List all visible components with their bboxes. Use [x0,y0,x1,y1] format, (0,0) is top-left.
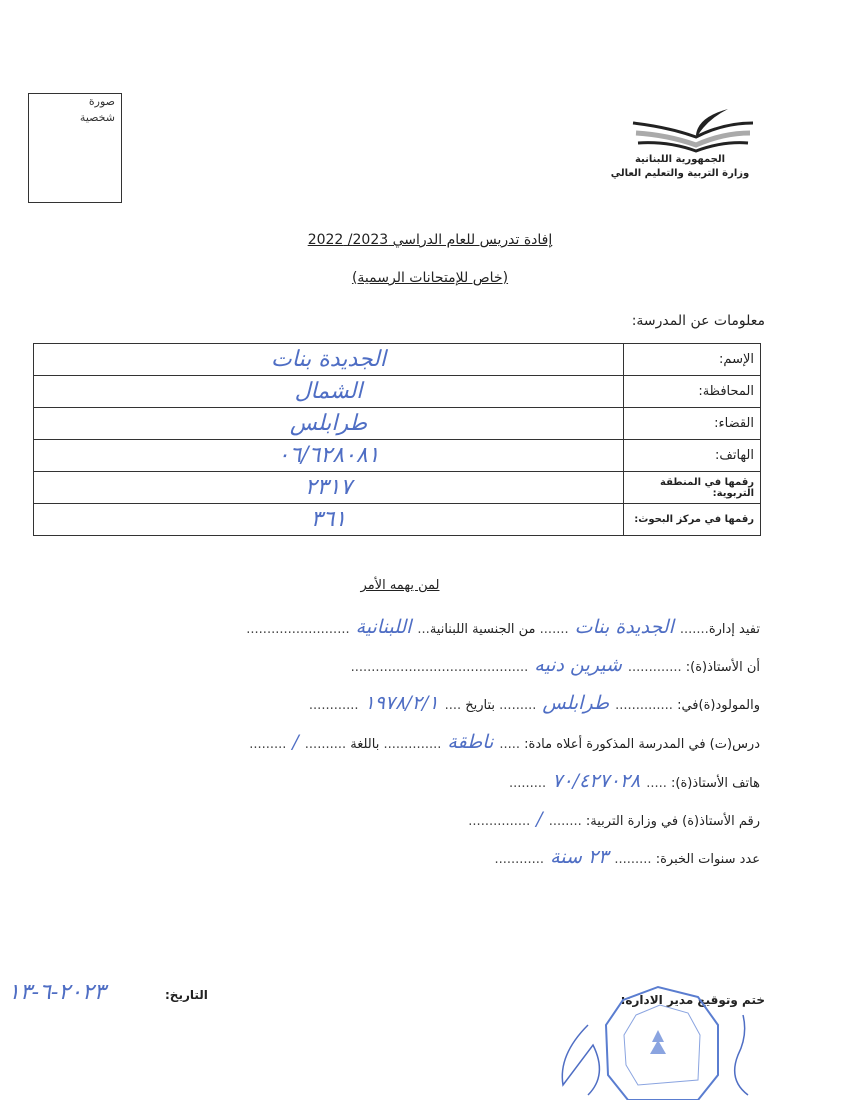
label: عدد سنوات الخبرة: [655,852,760,867]
teacher-value: شيرين دنيه [534,654,622,676]
ministry-header [600,153,760,181]
ministry-number-value: / [536,808,543,830]
line-experience: عدد سنوات الخبرة: .........٢٣ سنة............ [494,846,760,868]
language-value: / [292,731,299,753]
row-value: ٢٣١٧ [34,472,624,504]
nationality-value: اللبنانية [355,616,412,638]
table-row [34,504,761,536]
table-row [34,472,761,504]
photo-label-2: شخصية [79,111,115,124]
label: من الجنسية اللبنانية [429,622,536,637]
label: باللغة [350,737,380,752]
photo-label-1: صورة [88,95,115,108]
label: أن الأستاذ(ة): [685,660,760,675]
stamp-signature-label: ختم وتوقيع مدير الادارة: [620,993,765,1007]
row-value: الجديدة بنات [34,344,624,376]
line-teacher: أن الأستاذ(ة): .............شيرين دنيه........................................... [350,654,760,676]
ministry-name: وزارة التربية والتعليم العالي [610,168,750,179]
line-ministry-number: رقم الأستاذ(ة) في وزارة التربية: ......../............... [468,808,760,830]
label: رقم الأستاذ(ة) في وزارة التربية: [585,814,760,829]
label: تفيد إدارة [708,622,760,637]
line-school: تفيد إدارة.......الجديدة بنات....... من الجنسية اللبنانية...اللبنانية......................... [246,616,760,638]
row-value: ٠٦/٦٢٨٠٨١ [34,440,624,472]
label: والمولود(ة)في: [677,698,760,713]
ministry-logo-icon [628,105,758,155]
row-label: الهاتف: [624,440,761,472]
row-label: رقمها في المنطقة التربوية: [624,472,761,504]
table-row [34,440,761,472]
row-label: القضاء: [624,408,761,440]
teacher-phone-value: ٧٠/٤٢٧٠٢٨ [552,770,641,792]
table-row [34,376,761,408]
personal-photo-box [28,93,122,203]
line-subject: درس(ت) في المدرسة المذكورة أعلاه مادة: .....ناطقة.............. باللغة ........../......... [249,731,760,753]
line-phone: هاتف الأستاذ(ة): .....٧٠/٤٢٧٠٢٨......... [508,770,760,792]
school-info-table [33,343,761,536]
to-whom-heading: لمن يهمه الأمر [360,578,440,593]
date-value: ٢٠٢٣-٦-١٣ [8,980,106,1005]
table-row [34,408,761,440]
label: درس(ت) في المدرسة المذكورة أعلاه مادة: [524,737,760,752]
experience-value: ٢٣ سنة [550,846,609,868]
school-value: الجديدة بنات [574,616,674,638]
table-row [34,344,761,376]
subject-value: ناطقة [447,731,494,753]
birthdate-value: ١٩٧٨/٢/١ [364,692,439,714]
date-label: التاريخ: [165,988,208,1002]
document-title: إفادة تدريس للعام الدراسي 2023/ 2022 [307,232,553,248]
school-stamp-signature-icon [548,985,758,1100]
label: بتاريخ [465,698,496,713]
document-subtitle: (خاص للإمتحانات الرسمية) [351,270,509,286]
line-birth: والمولود(ة)في: ..............طرابلس......... بتاريخ ....١٩٧٨/٢/١............ [308,692,760,714]
row-value: ٣٦١ [34,504,624,536]
row-label: المحافظة: [624,376,761,408]
row-value: الشمال [34,376,624,408]
label: هاتف الأستاذ(ة): [671,776,760,791]
row-label: الإسم: [624,344,761,376]
row-label: رقمها في مركز البحوث: [624,504,761,536]
birthplace-value: طرابلس [542,692,610,714]
row-value: طرابلس [34,408,624,440]
school-info-heading: معلومات عن المدرسة: [631,313,765,329]
country-name: الجمهورية اللبنانية [634,154,726,165]
